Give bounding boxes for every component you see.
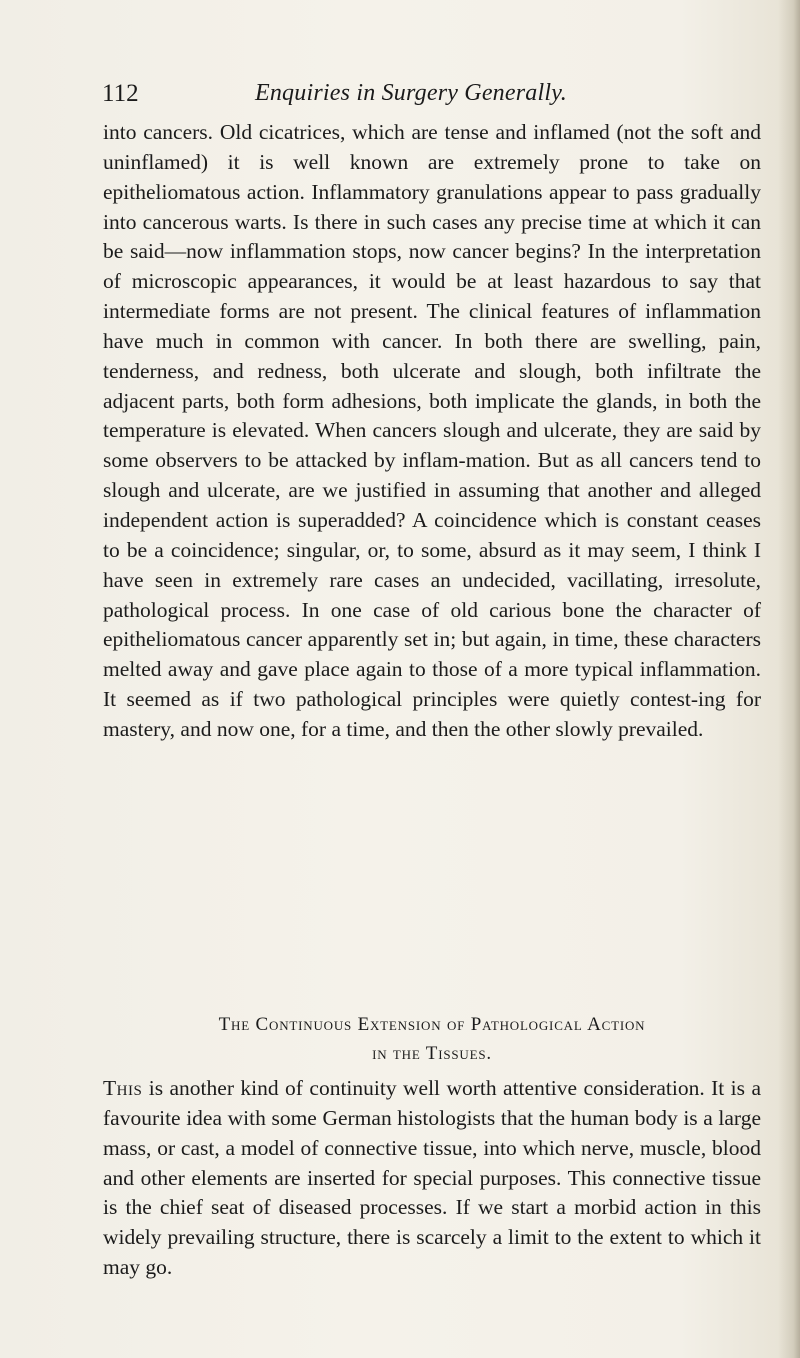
section-heading-line-1: The Continuous Extension of Pathological Action <box>218 1014 646 1035</box>
running-head: Enquiries in Surgery Generally. <box>255 80 567 106</box>
section-heading-line-2: in the Tissues. <box>372 1043 492 1064</box>
body-paragraph-1: into cancers. Old cicatrices, which are tense and inflamed (not the soft and uninflamed) it is well known are extremely prone to take on epitheliomatous action. Inflammatory granulations appear to pass gradually into cancerous warts. Is there in such cases any precise time at which it can be said—now inflammation stops, now cancer begins? In the interpretation of microscopic appearances, it would be at least hazardous to say that intermediate forms are not present. The clinical features of inflammation have much in common with cancer. In both there are swelling, pain, tenderness, and redness, both ulcerate and slough, both infiltrate the adjacent parts, both form adhesions, both implicate the glands, in both the temperature is elevated. When cancers slough and ulcerate, they are said by some observers to be attacked by inflam-mation. But as all cancers tend to slough and ulcerate, are we justified in assuming that another and alleged independent action is superadded? A coincidence which is constant ceases to be a coincidence; singular, or, to some, absurd as it may seem, I think I have seen in extremely rare cases an undecided, vacillating, irresolute, pathological process. In one case of old carious bone the character of epitheliomatous cancer apparently set in; but again, in time, these characters melted away and gave place again to those of a more typical inflammation. It seemed as if two pathological principles were quietly contest-ing for mastery, and now one, for a time, and then the other slowly prevailed. <box>103 120 761 741</box>
body-paragraph-2 <box>103 1074 761 1283</box>
page-edge-shadow <box>778 0 800 1358</box>
paragraph-2-text: is another kind of continuity well worth attentive consideration. It is a favourite idea with some German histologists that the human body is a large mass, or cast, a model of connective tissue, into which nerve, muscle, blood and other elements are inserted for special purposes. This connective tissue is the chief seat of diseased processes. If we start a morbid action in this widely prevailing structure, there is scarcely a limit to the extent to which it may go. <box>103 1076 761 1280</box>
section-heading <box>103 1010 761 1068</box>
paragraph-lead-word: This <box>103 1076 143 1100</box>
page-number: 112 <box>102 80 139 107</box>
page-header <box>102 80 762 110</box>
